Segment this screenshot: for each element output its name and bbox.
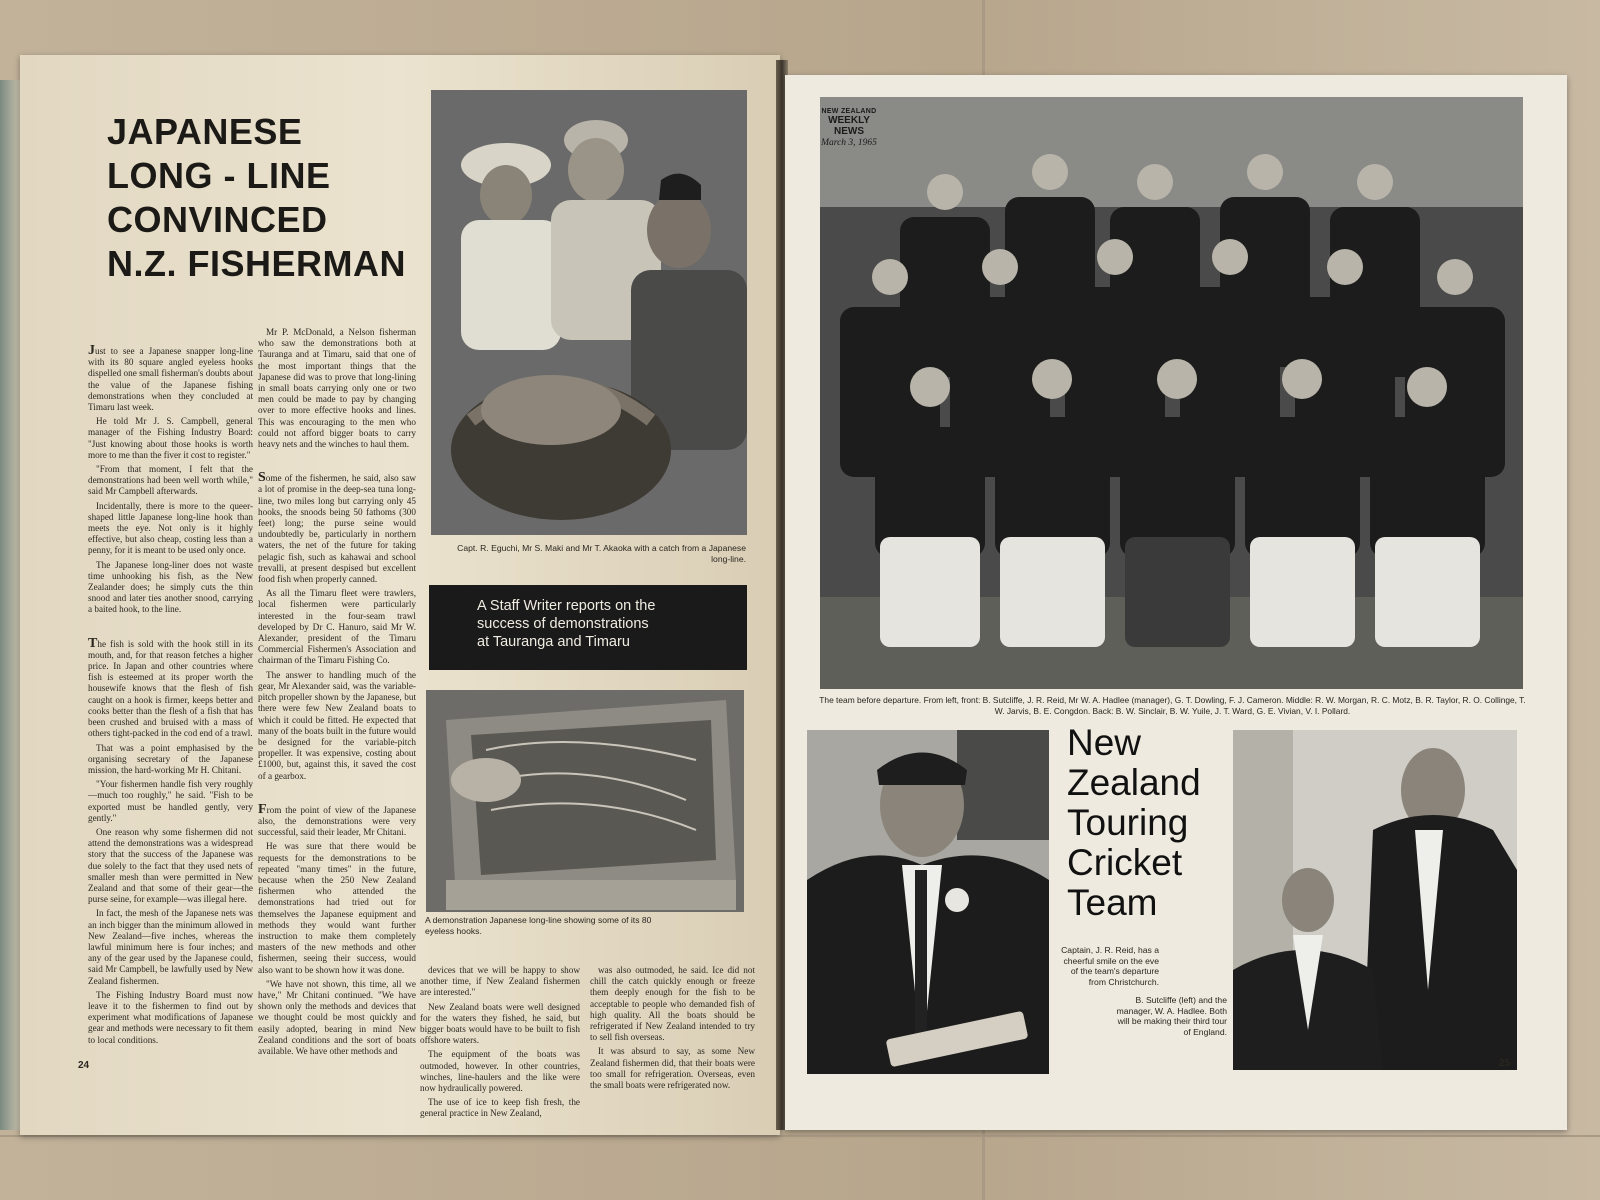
paragraph: "Your fishermen handle fish very roughly—much too roughly," he said. "Fish to be exported must be handled gently, very gently." [88, 779, 253, 823]
paragraph: devices that we will be happy to show another time, if New Zealand fishermen are interested." [420, 965, 580, 998]
headline-line-3: CONVINCED [107, 199, 328, 240]
paragraph: The use of ice to keep fish fresh, the general practice in New Zealand, [420, 1097, 580, 1119]
staff-box-line-2: success of demonstrations [477, 616, 649, 632]
paragraph: One reason why some fishermen did not attend the demonstrations was a widespread story that the success of the Japanese was due solely to the fact that they used nets of smaller mesh than were permitted in New Zealand and that some of their gear—the purse seine, for example—was illegal here. [88, 826, 253, 905]
team-caption: The team before departure. From left, front: B. Sutcliffe, J. R. Reid, Mr W. A. Hadlee (manager), G. T. Dowling, F. J. Cameron. Middle: R. W. Morgan, R. C. Motz, B. R. Taylor, R. O. Collinge, T. W. Jarvis, B. E. Congdon. Back: B. W. Sinclair, B. W. Yuile, J. T. Ward, G. E. Vivian, V. I. Pollard. [819, 695, 1526, 716]
paragraph: He told Mr J. S. Campbell, general manager of the Fishing Industry Board: "Just knowing about those hooks is worth more to me than the fiver it cost to register." [88, 416, 253, 460]
masthead-line-2: WEEKLY [828, 115, 870, 126]
staff-box-line-1: A Staff Writer reports on the [477, 598, 656, 614]
paragraph: Incidentally, there is more to the queer-shaped little Japanese long-line hook than meets the eye. Not only is it highly effective, but also cheap, costing less than a penny, for it is meant to be used only once. [88, 500, 253, 556]
reid-photo [807, 730, 1049, 1074]
paragraph: Mr P. McDonald, a Nelson fisherman who saw the demonstrations both at Tauranga and at Timaru, said that one of the most important things that the Japanese did was to prove that long-lining in small boats carrying only one or two men could be made to pay by changing over to more effective hooks and lines. This was encouraging to the men who could not afford bigger boats to carry heavy nets and the winches to haul them. [258, 327, 416, 450]
article-column-1 [88, 345, 253, 1049]
title-line-2: Zealand [1067, 762, 1201, 803]
paragraph: "We have not shown, this time, all we have," Mr Chitani continued. "We have shown only the methods and devices that we thought could be most quickly and easily adopted, bearing in mind New Zealand conditions and the sort of boats available. We have other methods and [258, 978, 416, 1056]
longline-photo [426, 690, 744, 912]
staff-writer-box [429, 585, 747, 670]
table-seam-horizontal [0, 1135, 1600, 1137]
sutcliffe-hadlee-caption: B. Sutcliffe (left) and the manager, W. A. Hadlee. Both will be making their third tour of England. [1116, 995, 1227, 1037]
paragraph: It was absurd to say, as some New Zealand fishermen did, that their boats were too small for refrigeration. Overseas, even the small boats were refrigerated now. [590, 1046, 755, 1091]
paragraph: "From that moment, I felt that the demonstrations had been well worth while," said Mr Campbell afterwards. [88, 464, 253, 497]
title-line-4: Cricket [1067, 842, 1183, 883]
fishermen-photo [431, 90, 747, 535]
paragraph: The fish is sold with the hook still in its mouth, and, for that reason fetches a higher price. In Japan and other countries where fish is esteemed at its proper worth the housewife knows that the flesh of fish caught on a hook is firmer, keeps better and cooks better than the flesh of a fish that has been crushed and bruised with a mass of others tight-packed in the cod end of a trawl. [88, 635, 253, 739]
headline-line-4: N.Z. FISHERMAN [107, 243, 406, 284]
sutcliffe-hadlee-photo [1233, 730, 1517, 1070]
longline-basket-illustration [426, 690, 744, 912]
fishermen-illustration [431, 90, 747, 535]
paragraph: From the point of view of the Japanese also, the demonstrations were very successful, said their leader, Mr Chitani. [258, 801, 416, 838]
article-headline [107, 110, 437, 286]
headline-line-2: LONG - LINE [107, 155, 331, 196]
page-number-right: 25 [1499, 1058, 1511, 1069]
previous-page-edge [0, 80, 22, 1130]
title-line-5: Team [1067, 882, 1158, 923]
issue-date: March 3, 1965 [821, 138, 877, 148]
title-line-3: Touring [1067, 802, 1189, 843]
paragraph: was also outmoded, he said. Ice did not chill the catch quickly enough or freeze them deeply enough for the fish to be acceptable to people who demanded fish of high quality. All the boats should be refrigerated if New Zealand intended to try to sell fish overseas. [590, 965, 755, 1043]
sutcliffe-hadlee-illustration [1233, 730, 1517, 1070]
staff-box-line-3: at Tauranga and Timaru [477, 634, 630, 650]
paragraph: The Fishing Industry Board must now leave it to the fishermen to find out by experiment what modifications of Japanese gear and methods were necessary to fit them to local conditions. [88, 989, 253, 1045]
paragraph: In fact, the mesh of the Japanese nets was an inch bigger than the minimum allowed in New Zealand—five inches, whereas the lawful minimum here is four inches; and any of the gear used by the Japanese could, said Mr Campbell, be lawfully used by New Zealand fishermen. [88, 908, 253, 986]
article-column-4 [590, 965, 755, 1094]
headline-line-1: JAPANESE [107, 111, 303, 152]
article-column-2 [258, 327, 416, 1060]
article-column-3 [420, 965, 580, 1123]
paragraph: The answer to handling much of the gear, Mr Alexander said, was the variable-pitch propeller shown by the Japanese, but there were few New Zealand boats to which it could be fitted. He expected that many of the boats built in the future would be designed for the variable-pitch propeller. It was expensive, costing about £1000, but, against this, it saved the cost of a gearbox. [258, 669, 416, 781]
paragraph: The equipment of the boats was outmoded, however. In other countries, winches, line-haulers and the like were now hydraulically powered. [420, 1049, 580, 1094]
right-page [785, 75, 1567, 1130]
paragraph: Some of the fishermen, he said, also saw a lot of promise in the deep-sea tuna long-line, two miles long but carrying only 45 hooks, the snoods being 50 fathoms (300 feet) long; the purse seine would undoubtedly be, particularly in northern waters, the net of the future for taking pelagic fish, such as kahawai and school trevalli, at present despised but excellent food fish when properly canned. [258, 470, 416, 585]
masthead-line-3: NEWS [834, 126, 864, 137]
paragraph: As all the Timaru fleet were trawlers, local fishermen were particularly interested in the four-seam trawl developed by Dr C. Hanuro, said Mr W. Alexander, president of the Timaru Commercial Fishermen's Association and chairman of the Timaru Fishing Co. [258, 588, 416, 666]
reid-illustration [807, 730, 1049, 1074]
cricket-team-illustration [820, 97, 1523, 689]
paragraph: That was a point emphasised by the organising secretary of the Japanese mission, the hard-working Mr H. Chitani. [88, 742, 253, 775]
longline-caption: A demonstration Japanese long-line showing some of its 80 eyeless hooks. [425, 915, 652, 936]
paragraph: The Japanese long-liner does not waste time unhooking his fish, as the New Zealander does; he simply cuts the thin snood and later ties another snood, carrying a baited hook, to the line. [88, 559, 253, 615]
paragraph: Just to see a Japanese snapper long-line with its 80 square angled eyeless hooks dispelled one small fisherman's doubts about the value of the Japanese fishing demonstrations when they concluded at Timaru last week. [88, 343, 253, 413]
cricket-team-title [1067, 723, 1201, 923]
masthead [809, 108, 889, 148]
paragraph: He was sure that there would be requests for the demonstrations to be repeated "many times" in the future, because when the 250 New Zealand fishermen who attended the demonstrations had tried out for themselves the Japanese equipment and methods they would want further instruction to make them completely masters of the new methods and other fishermen, seeing their success, would also want to be shown how it was done. [258, 841, 416, 975]
title-line-1: New [1067, 722, 1142, 763]
reid-caption: Captain, J. R. Reid, has a cheerful smile on the eve of the team's departure from Christchurch. [1061, 945, 1159, 987]
page-number-left: 24 [78, 1060, 90, 1071]
left-page [20, 55, 780, 1135]
masthead-line-1: NEW ZEALAND [821, 108, 877, 115]
paragraph: New Zealand boats were well designed for the waters they fished, he said, but bigger boats would have to be built to fish offshore waters. [420, 1001, 580, 1046]
team-photo [820, 97, 1523, 689]
fishermen-caption: Capt. R. Eguchi, Mr S. Maki and Mr T. Akaoka with a catch from a Japanese long-line. [457, 543, 746, 564]
